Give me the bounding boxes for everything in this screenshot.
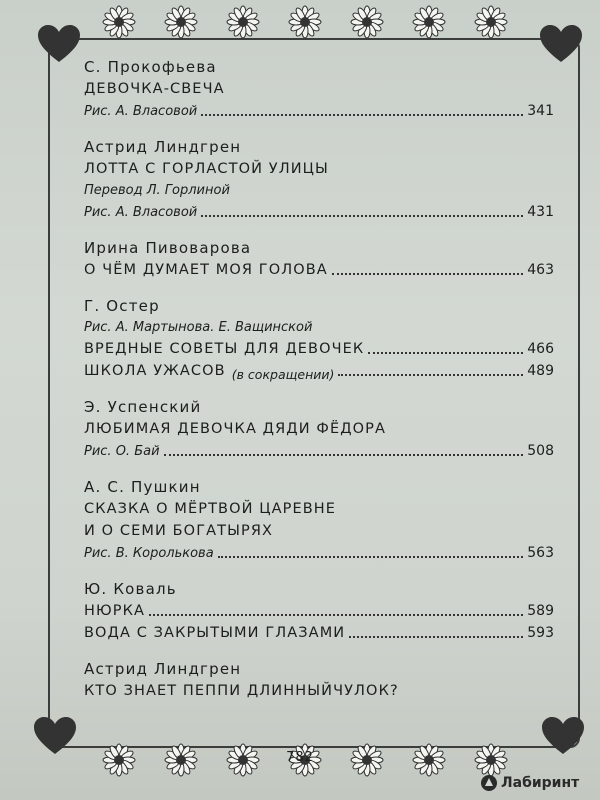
abridged-note: (в сокращении) <box>231 367 335 382</box>
dot-leader <box>349 635 523 638</box>
toc-entry <box>84 396 554 462</box>
flower-slot <box>102 5 146 43</box>
work-title: ВРЕДНЫЕ СОВЕТЫ ДЛЯ ДЕВОЧЕК <box>84 341 365 357</box>
page-number: 466 <box>527 341 554 357</box>
toc-row[interactable] <box>84 338 554 360</box>
page-number: 593 <box>527 625 554 641</box>
watermark-text: Лабиринт <box>501 775 580 791</box>
flower-slot <box>474 5 518 43</box>
author-name: Астрид Линдгрен <box>84 138 242 156</box>
toc-entry <box>84 658 554 702</box>
translator-note: Перевод Л. Горлиной <box>84 183 230 198</box>
dot-leader <box>368 351 523 354</box>
toc-entry <box>84 56 554 122</box>
illustrator-note: Рис. А. Власовой <box>84 104 198 119</box>
toc-entry <box>84 578 554 644</box>
dot-leader <box>164 453 524 456</box>
toc-row[interactable] <box>84 542 554 564</box>
toc-entry <box>84 136 554 223</box>
page-number: 563 <box>527 545 554 561</box>
toc-row[interactable] <box>84 360 554 382</box>
toc-row[interactable] <box>84 201 554 223</box>
work-title[interactable]: ЛЮБИМАЯ ДЕВОЧКА ДЯДИ ФЁДОРА <box>84 421 387 437</box>
page-number: 341 <box>527 103 554 119</box>
flower-slot <box>288 5 332 43</box>
dot-leader <box>201 113 523 116</box>
work-title[interactable]: ДЕВОЧКА-СВЕЧА <box>84 81 225 97</box>
flower-slot <box>412 5 456 43</box>
toc-row[interactable] <box>84 600 554 622</box>
page-number: 431 <box>527 204 554 220</box>
daisy-ornament-icon <box>102 5 136 39</box>
work-title[interactable]: ЛОТТА С ГОРЛАСТОЙ УЛИЦЫ <box>84 161 329 177</box>
author-name: С. Прокофьева <box>84 58 217 76</box>
daisy-ornament-icon <box>474 5 508 39</box>
page-number-footer: 782 <box>286 750 314 765</box>
work-title[interactable]: КТО ЗНАЕТ ПЕППИ ДЛИННЫЙЧУЛОК? <box>84 683 399 699</box>
flower-border-top <box>40 4 580 44</box>
dot-leader <box>218 555 524 558</box>
work-title: НЮРКА <box>84 603 146 619</box>
page-number: 489 <box>527 363 554 379</box>
toc-row[interactable] <box>84 622 554 644</box>
toc-entry <box>84 295 554 382</box>
toc-row[interactable] <box>84 259 554 281</box>
flower-slot <box>226 5 270 43</box>
author-name: Э. Успенский <box>84 398 202 416</box>
daisy-ornament-icon <box>164 5 198 39</box>
toc-row[interactable] <box>84 100 554 122</box>
daisy-ornament-icon <box>226 5 260 39</box>
page-number: 589 <box>527 603 554 619</box>
labirint-logo-icon <box>480 774 498 792</box>
flower-slot <box>350 5 394 43</box>
page-number: 463 <box>527 262 554 278</box>
work-title: ВОДА С ЗАКРЫТЫМИ ГЛАЗАМИ <box>84 625 346 641</box>
author-name: Ю. Коваль <box>84 580 177 598</box>
dot-leader <box>332 272 523 275</box>
dot-leader <box>201 214 523 217</box>
work-title: О ЧЁМ ДУМАЕТ МОЯ ГОЛОВА <box>84 262 328 278</box>
dot-leader <box>338 373 523 376</box>
watermark-logo <box>480 774 579 792</box>
toc-row[interactable] <box>84 440 554 462</box>
dot-leader <box>149 613 523 616</box>
table-of-contents <box>84 56 554 716</box>
illustrator-note: Рис. А. Мартынова. Е. Ващинской <box>84 320 313 335</box>
toc-entry <box>84 237 554 281</box>
illustrator-note: Рис. А. Власовой <box>84 205 198 220</box>
author-name: Ирина Пивоварова <box>84 239 252 257</box>
work-title-continued[interactable]: И О СЕМИ БОГАТЫРЯХ <box>84 523 274 539</box>
illustrator-note: Рис. В. Королькова <box>84 546 214 561</box>
daisy-ornament-icon <box>350 5 384 39</box>
author-name: А. С. Пушкин <box>84 478 201 496</box>
work-title[interactable]: СКАЗКА О МЁРТВОЙ ЦАРЕВНЕ <box>84 501 337 517</box>
flower-slot <box>164 5 208 43</box>
toc-entry <box>84 476 554 564</box>
daisy-ornament-icon <box>288 5 322 39</box>
author-name: Г. Остер <box>84 297 160 315</box>
page-number: 508 <box>527 443 554 459</box>
author-name: Астрид Линдгрен <box>84 660 242 678</box>
daisy-ornament-icon <box>412 5 446 39</box>
work-title: ШКОЛА УЖАСОВ <box>84 363 226 379</box>
illustrator-note: Рис. О. Бай <box>84 444 160 459</box>
